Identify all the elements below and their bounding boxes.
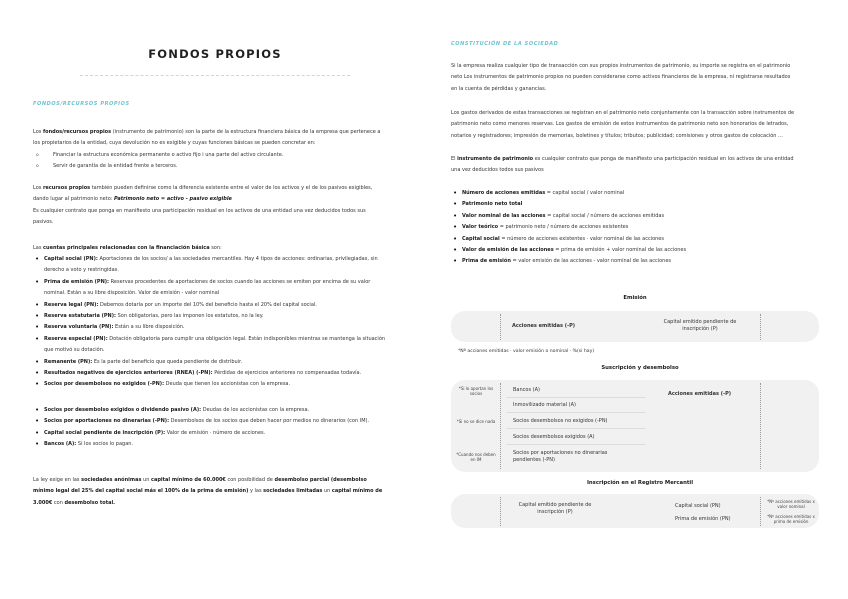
account-name: Reserva estatutaria (PN):: [44, 313, 117, 320]
law-b7: 3.000€: [33, 499, 53, 506]
list-item: o Servir de garantía de la entidad frente a terceros.: [33, 161, 403, 172]
row-line: Socios por aportaciones no dinerarias: [513, 450, 608, 456]
emision-title: Emisión: [623, 295, 647, 301]
intro-t1: (instrumento de patrimonio) son la parte de la estructura financiera básica de la empresa que pertenece a: [111, 129, 381, 135]
note-nada: *Si no se dice nada: [456, 419, 496, 424]
law-b6: capital mínimo de: [331, 488, 383, 495]
law-b4: mínimo legal del 25% del capital social más el 100% de la prima de emisión): [33, 488, 249, 495]
def-t0: Los: [33, 185, 43, 191]
account-name: Capital social pendiente de inscripción (P):: [44, 429, 166, 436]
registro-note-2: [764, 514, 818, 525]
patrimonio-formula: Patrimonio neto = activo - pasivo exigible: [114, 196, 232, 203]
list-item: [33, 357, 403, 368]
accounts-list: [33, 254, 403, 391]
list-item: [33, 416, 403, 427]
page-title: FONDOS PROPIOS: [148, 47, 282, 61]
registro-title: Inscripción en el Registro Mercantil: [586, 480, 694, 486]
account-name: Reserva especial (PN):: [44, 335, 108, 342]
p3-t1: es cualquier contrato que ponga de manifiesto una participación residual en los activos de una entidad: [533, 156, 794, 162]
account-desc2: que motivó su dotación.: [44, 347, 105, 354]
emision-right1: Capital emitido pendiente de: [663, 319, 737, 325]
section-heading-fondos: FONDOS/RECURSOS PROPIOS: [33, 101, 130, 107]
list-item: [451, 188, 819, 199]
p1-line: en la cuenta de pérdidas y ganancias.: [451, 85, 547, 92]
p3-t0: El: [451, 156, 458, 162]
formula-desc: = capital social / valor nominal: [545, 190, 625, 196]
registro-capital-social: Capital social (PN): [675, 503, 721, 509]
emision-divider-right: [760, 314, 761, 340]
row-inmovilizado: Inmovilizado material (A): [513, 402, 576, 408]
p3-t2: una vez deducidos todos sus pasivos: [451, 167, 544, 174]
law-b1: sociedades anónimas: [81, 477, 142, 483]
formula-name: Número de acciones emitidas: [462, 190, 546, 196]
list-item: [33, 334, 403, 357]
registro-prima-emision: Prima de emisión (PN): [675, 516, 731, 522]
list-item: [451, 245, 819, 256]
acc-intro-t0: Las: [33, 245, 44, 251]
suscripcion-right-account: Acciones emitidas (-P): [668, 391, 732, 397]
paragraph-2: [451, 108, 819, 142]
note-line: prima de emisión: [773, 519, 809, 525]
row-bancos: Bancos (A): [513, 387, 540, 393]
p3-b1: instrumento de patrimonio: [457, 156, 534, 162]
account-desc: Reservas procedentes de aportaciones de socios cuando las acciones se emiten por encima de su valor: [109, 278, 371, 285]
law-b2: capital mínimo de 60.000€: [150, 477, 226, 483]
emision-box: [451, 311, 819, 342]
law-t5: con: [52, 499, 65, 506]
account-desc: Desembolsos de los socios que deben hacer por medios no dinerarios (con IM).: [169, 418, 370, 425]
list-item: [451, 222, 819, 233]
law-t4: un: [322, 488, 332, 495]
account-name: Resultados negativos de ejercicios anteriores (RNEA) (-PN):: [44, 370, 213, 377]
account-name: Reserva voluntaria (PN):: [44, 324, 114, 331]
list-item: [451, 211, 819, 222]
formula-desc: = número de acciones existentes · valor nominal de las acciones: [499, 235, 664, 242]
list-item: [451, 199, 819, 210]
list-item: [451, 234, 819, 245]
suscripcion-box: [451, 380, 819, 472]
formula-desc: = valor emisión de las acciones - valor nominal de las acciones: [510, 258, 672, 265]
intro-t2: los propietarios de la entidad, cuya devolución no es exigible y cuyas funciones básicas se pueden concretar en:: [33, 140, 316, 147]
account-name: Socios por desembolso exigidos o dividendo pasivo (A):: [44, 407, 202, 413]
account-desc: Aportaciones de los socios/ a las sociedades mercantiles. Hay 4 tipos de acciones: ordinarias, privilegiadas, sin: [97, 256, 378, 262]
account-desc: Pérdidas de ejercicios anteriores no compensadas todavía.: [212, 370, 362, 377]
account-desc: Debemos dotarla por un importe del 10% del beneficio hasta el 20% del capital social.: [98, 301, 317, 308]
row-divider: [506, 444, 646, 445]
account-name: Reserva legal (PN):: [44, 301, 99, 308]
law-t3: y las: [248, 488, 264, 495]
account-desc2: derecho a voto y restringidas.: [44, 267, 119, 274]
list-item: [33, 439, 403, 450]
registro-divider-right: [760, 497, 761, 526]
emision-note: *Nº acciones emitidas · valor emisión o nominal · %(si hay): [458, 349, 595, 354]
emision-right2: inscripción (P): [682, 325, 718, 332]
account-desc: Deuda que tienen los accionistas con la empresa.: [164, 381, 291, 388]
account-name: Remanente (PN):: [44, 358, 93, 365]
formula-desc: = capital social / número de acciones emitidas: [545, 212, 665, 219]
list-item: [33, 300, 403, 311]
emision-left-account: Acciones emitidas (-P): [512, 323, 576, 329]
list-item: [451, 256, 819, 267]
registro-left-account: [510, 502, 600, 515]
list-item: [33, 322, 403, 333]
def-t2: dando lugar al patrimonio neto:: [33, 196, 115, 203]
p2-line: notarios y registradores; impresión de memorias, boletines y títulos; tributos; publicidad; comisiones y otros gastos de colocación ...: [451, 132, 783, 139]
formula-name: Valor nominal de las acciones: [462, 212, 546, 219]
paragraph-1: [451, 61, 819, 95]
section-heading-constitucion: CONSTITUCIÓN DE LA SOCIEDAD: [451, 41, 559, 47]
formula-name: Patrimonio neto total: [462, 201, 523, 208]
list-item: o Financiar la estructura económica permanente o activo fijo i una parte del activo circulante.: [33, 150, 403, 161]
intro-paragraph: [33, 127, 403, 150]
account-desc: Están a su libre disposición.: [113, 324, 185, 331]
row-divider: [506, 397, 646, 398]
emision-right-account: [650, 319, 750, 332]
account-name: Bancos (A):: [44, 441, 77, 448]
suscripcion-divider-left: [500, 383, 501, 469]
law-t0: La ley exige en las: [33, 477, 82, 483]
p1-line: Si la empresa realiza cualquier tipo de transacción con sus propios instrumentos de patrimonio, su importe se registra en el patrimonio: [451, 63, 791, 69]
law-b5: sociedades limitadas: [263, 488, 323, 495]
note-line: en IM: [470, 457, 482, 463]
account-desc: Valor de emisión · número de acciones.: [165, 429, 266, 436]
law-t2: con posibilidad de: [225, 477, 275, 483]
list-item: [33, 254, 403, 277]
account-desc2: nominal. Están a su libre disposición. Valor de emisión - valor nominal: [44, 290, 220, 297]
account-desc: Deudas de los accionistas con la empresa.: [201, 407, 310, 413]
row-divider: [506, 428, 646, 429]
formula-name: Prima de emisión: [462, 258, 511, 265]
intro-b1: fondos/recursos propios: [42, 129, 112, 135]
row-exigidos: Socios desembolsos exigidos (A): [513, 434, 595, 440]
functions-list: [33, 150, 403, 173]
note-line: *Cuando nos deben: [456, 452, 496, 457]
title-divider: [80, 75, 350, 76]
intro-t0: Los: [33, 129, 43, 135]
row-no-dinerarias: [513, 450, 607, 463]
account-name: Capital social (PN):: [44, 256, 98, 262]
list-item: [33, 368, 403, 379]
formula-name: Valor de emisión de las acciones: [462, 247, 554, 254]
account-name: Prima de emisión (PN):: [44, 278, 110, 285]
formula-desc: = patrimonio neto / número de acciones existentes: [498, 224, 629, 231]
accounts-list-2: [33, 405, 403, 451]
formulas-list: [451, 188, 819, 268]
formula-desc: = prima de emisión + valor nominal de las acciones: [553, 247, 687, 254]
registro-left1: Capital emitido pendiente de: [518, 502, 592, 508]
suscripcion-title: Suscripción y desembolso: [601, 365, 679, 371]
account-desc: Dotación obligatoria para cumplir una obligación legal. Están indisponibles mientras se mantenga la situación: [107, 335, 386, 342]
p2-line: patrimonio neto como menores reservas. Los gastos de emisión de estos instrumentos de patrimonio neto son honorarios de letrados,: [451, 121, 789, 128]
registro-divider-left: [500, 497, 501, 526]
row-no-exigidos: Socios desembolsos no exigidos (-PN): [513, 418, 608, 424]
note-line: socios: [469, 391, 483, 397]
formula-name: Valor teórico: [462, 224, 499, 231]
law-paragraph: [33, 475, 403, 509]
acc-intro-t1: son:: [209, 245, 222, 251]
definition-paragraph: [33, 183, 403, 229]
emision-divider-left: [500, 314, 501, 340]
formula-name: Capital social: [462, 235, 500, 242]
list-item: [33, 405, 403, 416]
law-b3: desembolso parcial (desembolso: [274, 477, 367, 483]
p1-line: neto Los instrumentos de patrimonio propios no pueden considerarse como activos financieros de la empresa, ni registrarse resultados: [451, 74, 791, 81]
note-im: [455, 452, 497, 463]
account-name: Socios por aportaciones no dinerarias (-PN):: [44, 418, 170, 425]
law-t1: un: [141, 477, 151, 483]
account-name: Socios por desembolsos no exigidos (-PN):: [44, 381, 165, 388]
def-b1: recursos propios: [42, 185, 91, 191]
account-desc: Son obligatorias, pero las imponen los estatutos, no la ley.: [116, 313, 264, 320]
list-item: [33, 379, 403, 390]
note-line: *Nº acciones emitidas x: [767, 514, 815, 519]
list-item: [33, 311, 403, 322]
note-line: *Si lo aportan los: [458, 386, 494, 391]
p2-line: Los gastos derivados de estas transacciones se registran en el patrimonio neto conjuntamente con la transacción sobre instrumentos de: [451, 110, 795, 116]
note-socios: [455, 386, 497, 397]
registro-note-1: [764, 499, 818, 510]
def-t4: pasivos.: [33, 219, 54, 226]
def-t1: también pueden definirse como la diferencia existente entre el valor de los activos y el de los pasivos exigibles,: [90, 185, 373, 191]
paragraph-3: [451, 154, 819, 177]
law-b8: desembolso total.: [64, 499, 116, 506]
row-divider: [506, 412, 646, 413]
row-line: pendientes (-PN): [513, 456, 555, 463]
suscripcion-divider-right: [760, 383, 761, 469]
acc-intro-b1: cuentas principales relacionadas con la financiación básica: [43, 245, 210, 251]
list-item: [33, 428, 403, 439]
accounts-intro: [33, 243, 403, 254]
account-desc: Si los socios lo pagan.: [76, 441, 134, 448]
note-line: valor nominal: [777, 504, 805, 510]
def-t3: Es cualquier contrato que ponga en manifiesto una participación residual en los activos de una entidad una vez deducidos todos sus: [33, 207, 366, 214]
registro-left2: inscripción (P): [537, 508, 573, 515]
account-desc: Es la parte del beneficio que queda pendiente de distribuir.: [92, 358, 243, 365]
list-item: [33, 277, 403, 300]
note-line: *Nº acciones emitidas x: [767, 499, 815, 504]
